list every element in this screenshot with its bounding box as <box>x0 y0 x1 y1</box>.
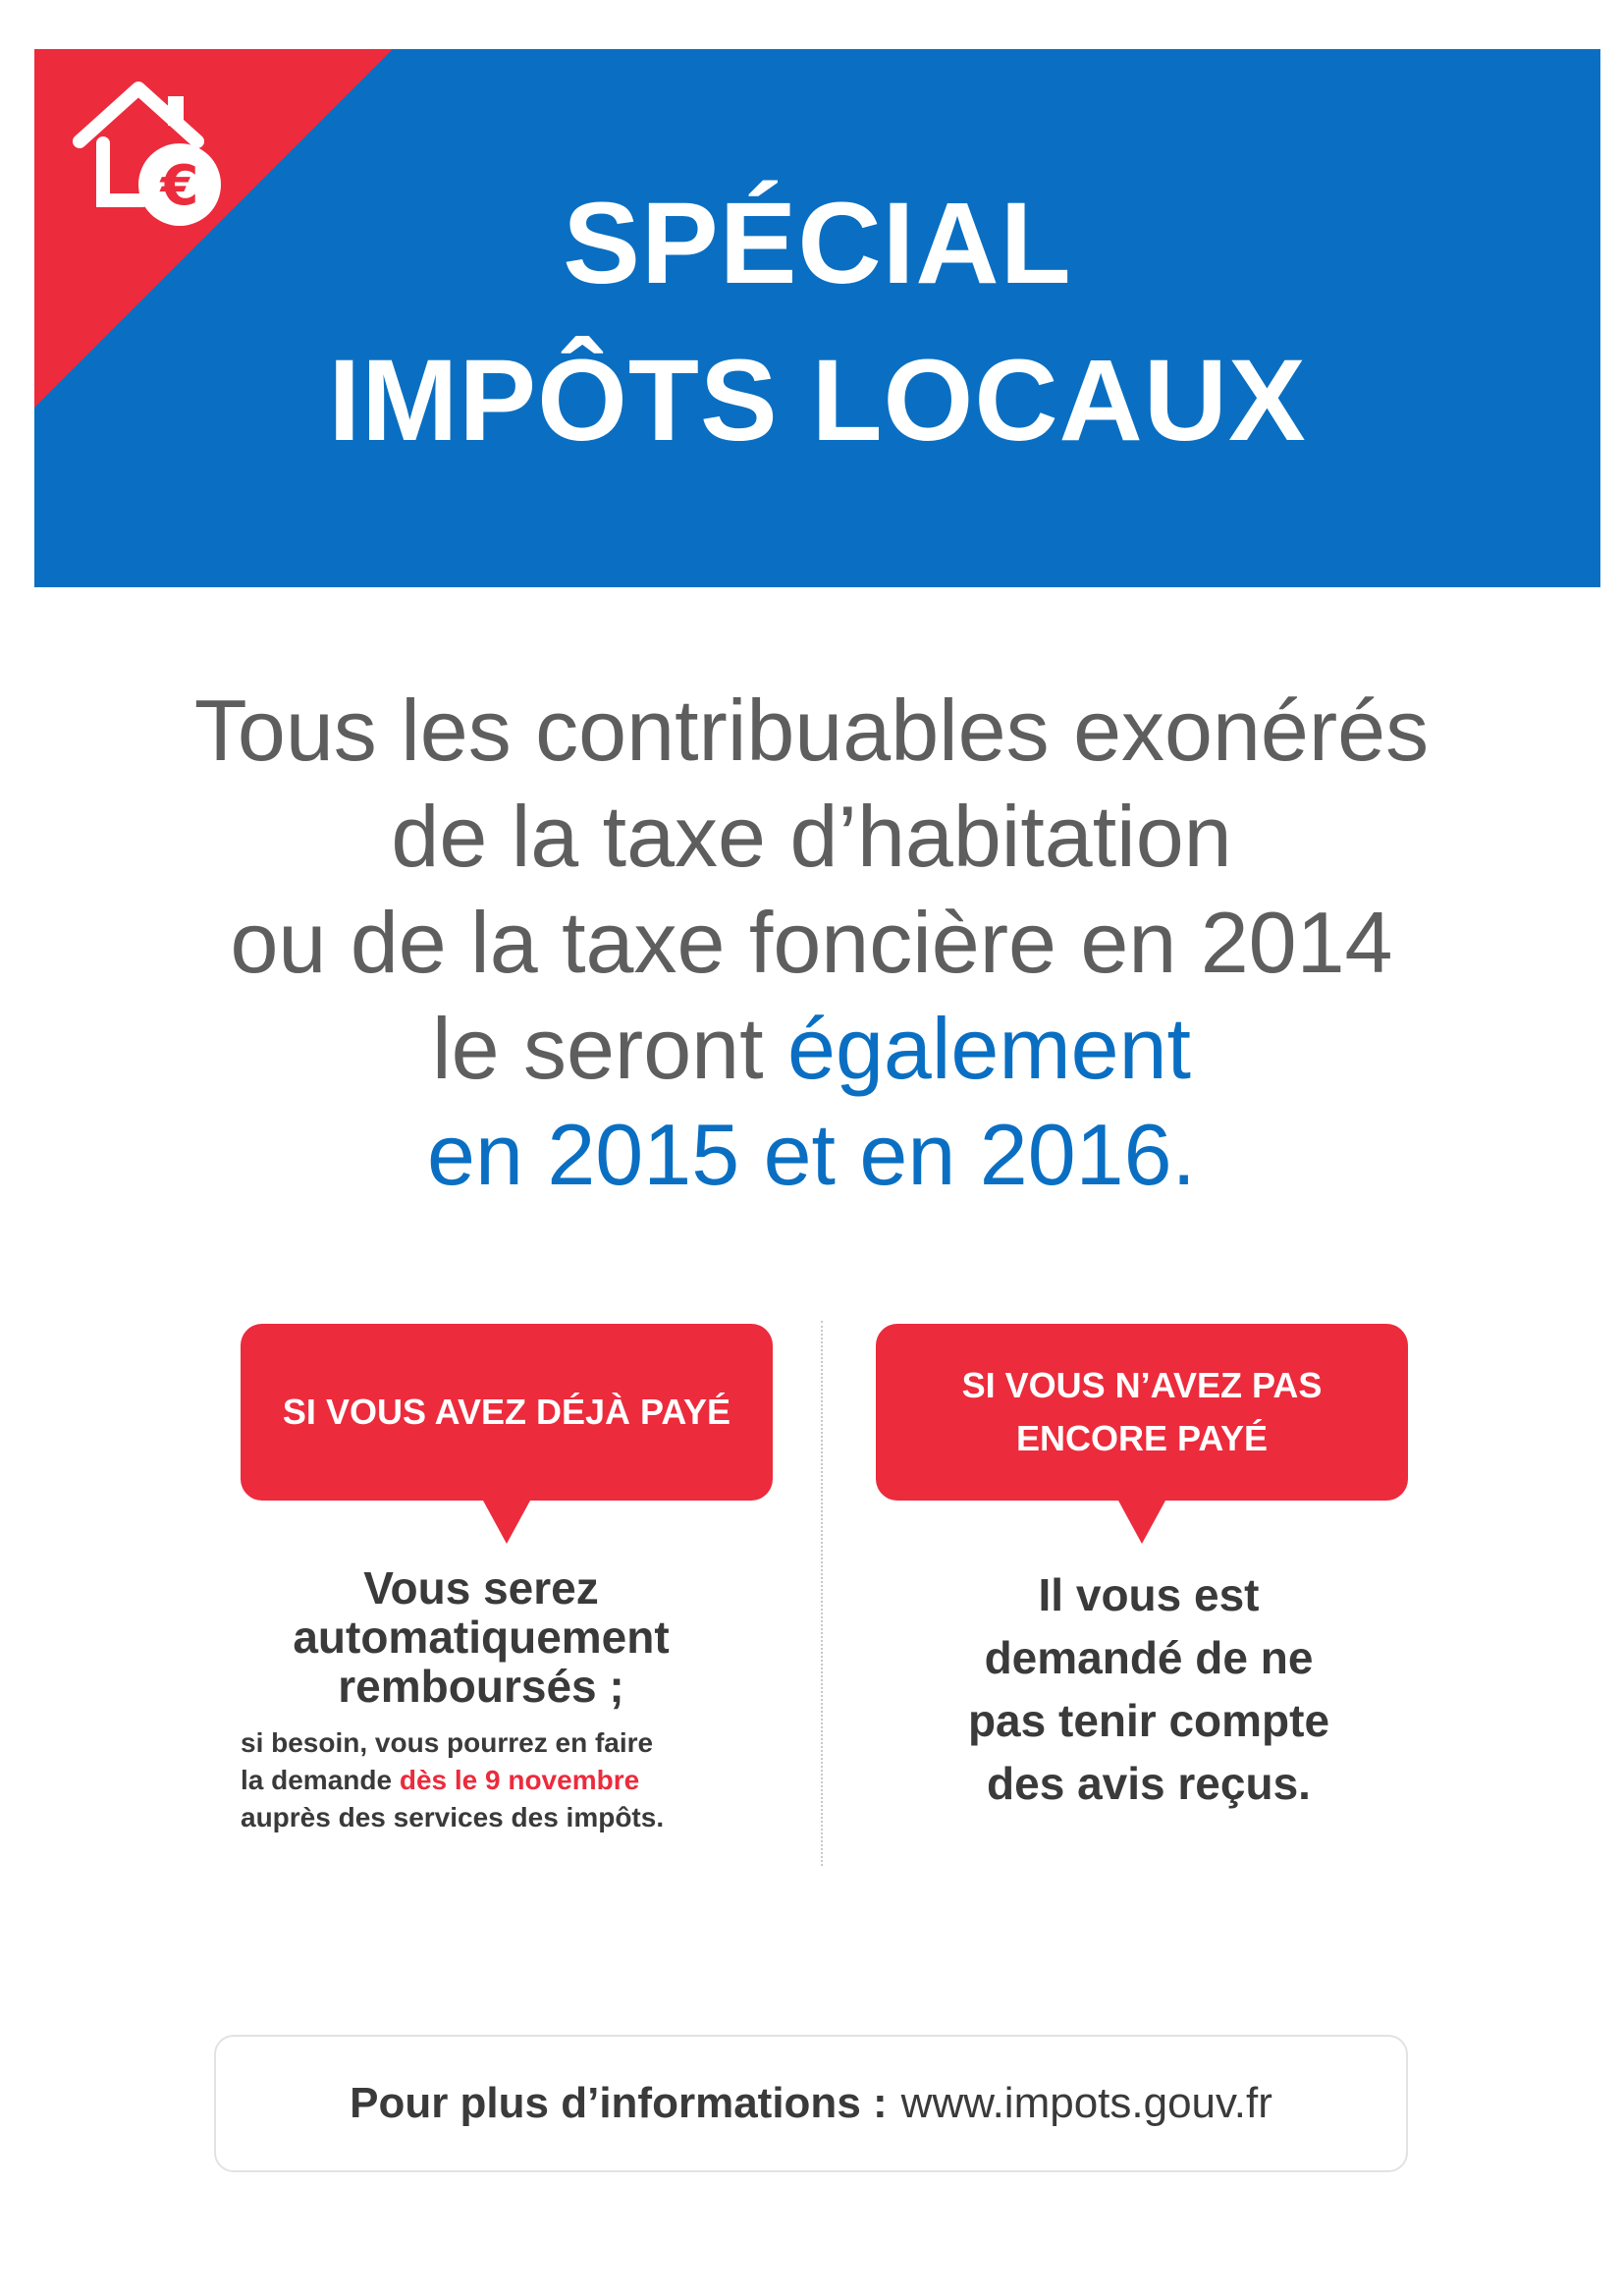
not-paid-badge <box>876 1324 1408 1501</box>
refund-detail-line-2-prefix: la demande <box>241 1765 400 1795</box>
already-paid-badge <box>241 1324 773 1501</box>
header-banner <box>34 49 1600 587</box>
not-paid-text-line-1: Il vous est <box>1038 1569 1260 1620</box>
refund-detail-line-2 <box>241 1762 746 1799</box>
info-box <box>214 2035 1408 2172</box>
refund-headline <box>216 1563 746 1711</box>
lead-line-1: Tous les contribuables exonérés <box>193 682 1430 779</box>
page-title <box>34 165 1600 479</box>
not-paid-column <box>864 1563 1434 1815</box>
refund-detail-line-1: si besoin, vous pourrez en faire <box>241 1727 654 1758</box>
already-paid-column <box>216 1563 746 1836</box>
svg-text:€: € <box>160 154 199 218</box>
info-label: Pour plus d’informations : <box>350 2079 888 2127</box>
lead-line-4 <box>0 996 1623 1102</box>
not-paid-text-line-3: pas tenir compte <box>967 1695 1330 1746</box>
not-paid-text-line-4: des avis reçus. <box>987 1758 1311 1809</box>
refund-headline-line-1: Vous serez <box>363 1562 599 1613</box>
already-paid-label: SI VOUS AVEZ DÉJÀ PAYÉ <box>282 1392 731 1432</box>
lead-line-5: en 2015 et en 2016. <box>427 1106 1196 1203</box>
not-paid-label-line-1: SI VOUS N’AVEZ PAS <box>961 1365 1323 1405</box>
not-paid-label-line-2: ENCORE PAYÉ <box>1015 1418 1269 1458</box>
refund-detail-line-3: auprès des services des impôts. <box>241 1802 665 1832</box>
title-line-2: IMPÔTS LOCAUX <box>328 336 1307 465</box>
lead-text <box>0 678 1623 1208</box>
info-url-link[interactable]: www.impots.gouv.fr <box>900 2079 1272 2127</box>
lead-line-2: de la taxe d’habitation <box>391 788 1232 885</box>
refund-headline-line-3: remboursés ; <box>338 1661 624 1712</box>
title-line-1: SPÉCIAL <box>563 179 1072 308</box>
lead-line-4-prefix: le seront <box>432 1000 787 1097</box>
lead-highlight: également <box>787 1000 1191 1097</box>
lead-line-3: ou de la taxe foncière en 2014 <box>230 894 1393 991</box>
column-divider <box>821 1321 823 1866</box>
refund-date-highlight: dès le 9 novembre <box>399 1765 640 1795</box>
refund-detail <box>216 1724 746 1836</box>
refund-headline-line-2: automatiquement <box>293 1612 670 1663</box>
not-paid-text-line-2: demandé de ne <box>984 1632 1314 1683</box>
